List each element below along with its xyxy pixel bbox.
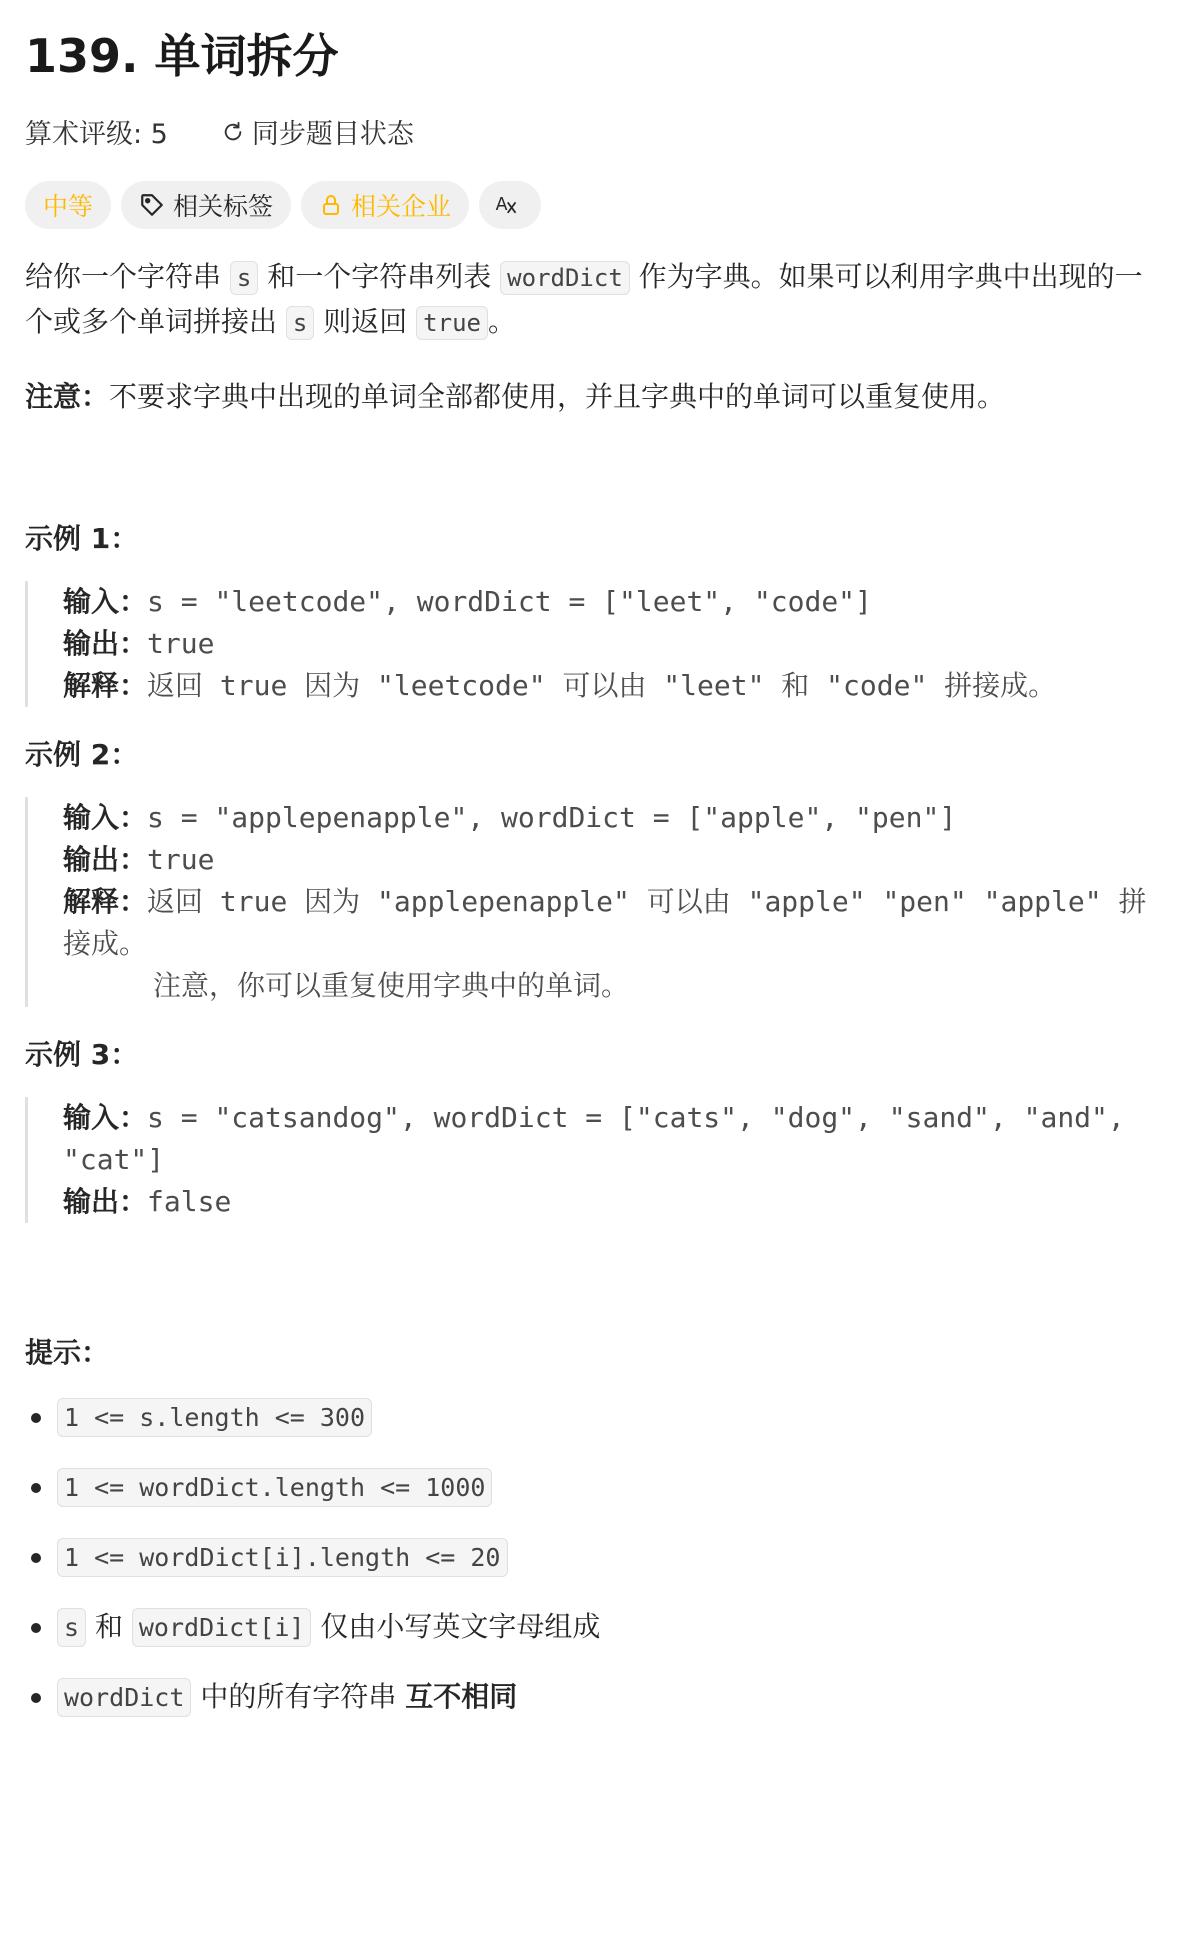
example-title: 示例 2： <box>25 738 139 771</box>
constraint-text: 仅由小写英文字母组成 <box>311 1610 601 1643</box>
statement-text: 给你一个字符串 <box>25 260 230 293</box>
related-companies-button[interactable] <box>301 181 469 229</box>
constraint-text: 中的所有字符串 <box>191 1680 406 1713</box>
example-3 <box>25 1035 1165 1223</box>
constraint-code: 1 <= wordDict[i].length <= 20 <box>57 1538 508 1577</box>
explain-label: 解释： <box>63 669 148 702</box>
example-output-line <box>63 839 1165 881</box>
related-companies-label: 相关企业 <box>351 192 452 221</box>
input-label: 输入： <box>63 801 148 834</box>
constraint-text: 和 <box>86 1610 132 1643</box>
tags-row <box>25 181 1165 229</box>
constraint-item <box>25 1397 1165 1438</box>
constraint-code: wordDict[i] <box>132 1608 312 1647</box>
input-value: s = "leetcode", wordDict = ["leet", "code"] <box>147 585 872 618</box>
example-title: 示例 1： <box>25 522 139 555</box>
example-block <box>25 797 1165 1007</box>
example-title: 示例 3： <box>25 1038 139 1071</box>
statement-text: 。 <box>487 305 516 338</box>
input-label: 输入： <box>63 585 148 618</box>
note-text: 不要求字典中出现的单词全部都使用，并且字典中的单词可以重复使用。 <box>109 380 1006 413</box>
example-explain-line <box>63 665 1165 707</box>
code-s: s <box>230 261 258 295</box>
example-extra-note: 注意，你可以重复使用字典中的单词。 <box>153 969 630 1002</box>
code-s: s <box>286 306 314 340</box>
output-label: 输出： <box>63 1185 148 1218</box>
statement-text: 作为字典。如果可以利用字典中出现的一个或多个单词拼接出 <box>25 260 1143 338</box>
translate-button[interactable] <box>479 181 541 229</box>
constraint-code: 1 <= s.length <= 300 <box>57 1398 372 1437</box>
code-worddict: wordDict <box>500 261 630 295</box>
code-true: true <box>416 306 488 340</box>
svg-text:A: A <box>495 195 508 216</box>
constraint-item <box>25 1537 1165 1578</box>
constraint-bold: 互不相同 <box>405 1680 518 1713</box>
example-1 <box>25 519 1165 707</box>
output-value: true <box>147 843 215 876</box>
example-2 <box>25 735 1165 1007</box>
output-label: 输出： <box>63 843 148 876</box>
statement-text: 则返回 <box>314 305 417 338</box>
lock-icon <box>319 193 343 217</box>
constraints-section <box>25 1333 1165 1718</box>
note-paragraph <box>25 375 1165 419</box>
difficulty-badge[interactable]: 中等 <box>25 181 111 229</box>
constraint-code: s <box>57 1608 86 1647</box>
problem-title: 139. 单词拆分 <box>25 29 339 83</box>
note-label: 注意： <box>25 380 110 413</box>
constraint-item <box>25 1467 1165 1508</box>
constraints-title: 提示： <box>25 1336 110 1369</box>
problem-statement <box>25 255 1165 345</box>
sync-status-label: 同步题目状态 <box>251 119 414 150</box>
example-block <box>25 581 1165 707</box>
tag-icon <box>139 192 165 218</box>
rating-label: 算术评级: 5 <box>25 119 168 150</box>
example-explain-line <box>63 881 1165 965</box>
output-value: false <box>147 1185 232 1218</box>
statement-paragraph <box>25 255 1165 345</box>
input-value: s = "applepenapple", wordDict = ["apple", "pen"] <box>147 801 957 834</box>
related-tags-label: 相关标签 <box>173 192 274 221</box>
constraint-code: 1 <= wordDict.length <= 1000 <box>57 1468 492 1507</box>
example-input-line <box>63 581 1165 623</box>
related-tags-button[interactable] <box>121 181 291 229</box>
constraint-item <box>25 1677 1165 1718</box>
explain-value: 返回 true 因为 "leetcode" 可以由 "leet" 和 "code" 拼接成。 <box>147 669 1057 702</box>
constraint-code: wordDict <box>57 1678 191 1717</box>
example-block <box>25 1097 1165 1223</box>
example-output-line <box>63 1181 1165 1223</box>
statement-text: 和一个字符串列表 <box>258 260 501 293</box>
constraint-item <box>25 1607 1165 1648</box>
translate-icon <box>493 190 519 220</box>
sync-status-button[interactable] <box>222 112 414 151</box>
output-label: 输出： <box>63 627 148 660</box>
output-value: true <box>147 627 215 660</box>
example-output-line <box>63 623 1165 665</box>
constraints-list <box>25 1397 1165 1718</box>
input-value: s = "catsandog", wordDict = ["cats", "dog", "sand", "and", "cat"] <box>63 1101 1125 1176</box>
example-input-line <box>63 797 1165 839</box>
example-input-line <box>63 1097 1165 1181</box>
meta-row <box>25 112 1165 151</box>
explain-value: 返回 true 因为 "applepenapple" 可以由 "apple" "pen" "apple" 拼接成。 <box>63 885 1147 960</box>
refresh-icon <box>222 121 244 143</box>
explain-label: 解释： <box>63 885 148 918</box>
input-label: 输入： <box>63 1101 148 1134</box>
